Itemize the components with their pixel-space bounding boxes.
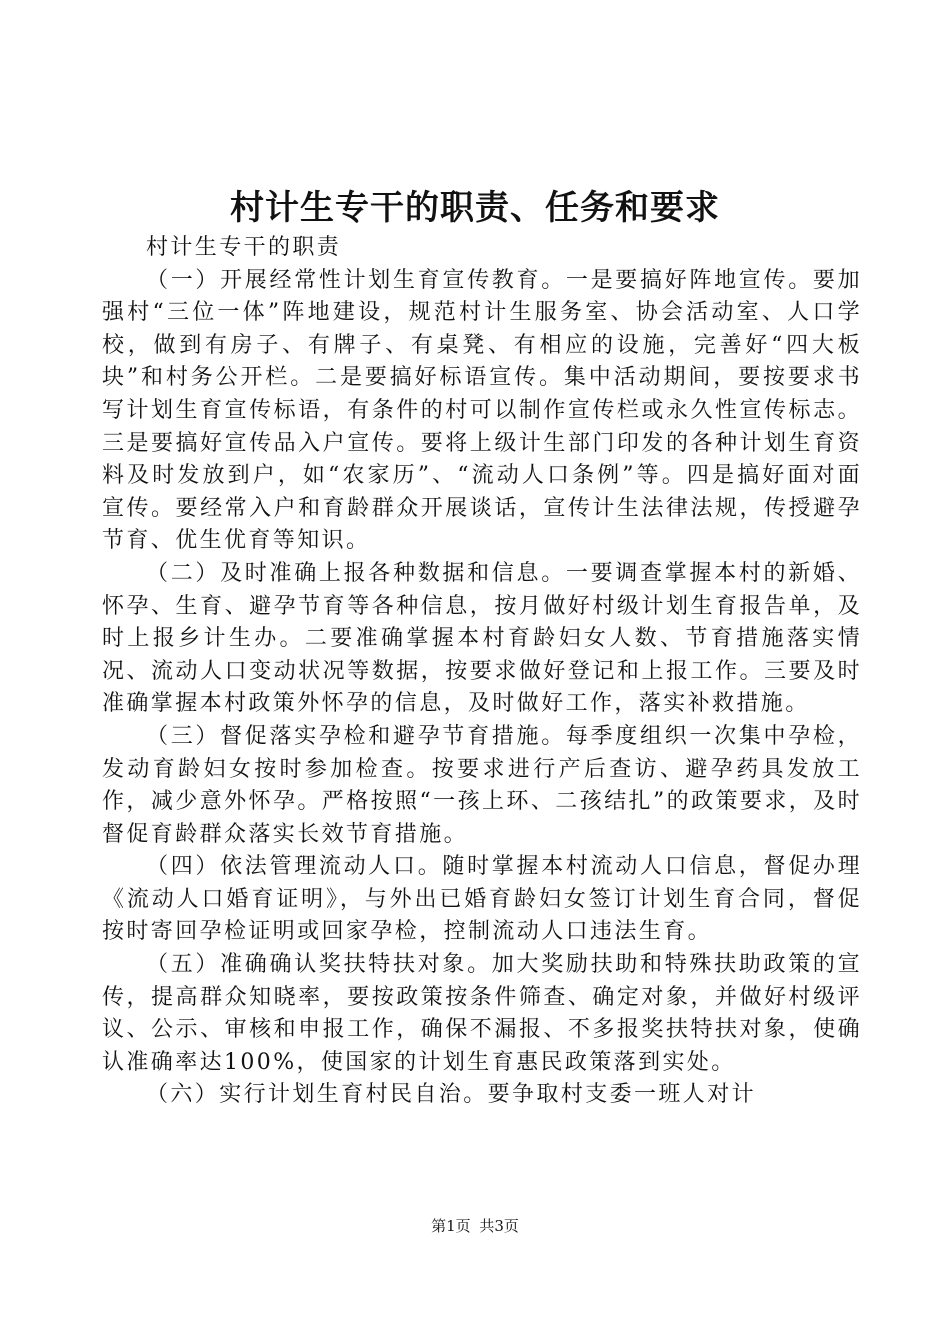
paragraph-3: （三）督促落实孕检和避孕节育措施。每季度组织一次集中孕检，发动育龄妇女按时参加检查。按要求进行产后查访、避孕药具发放工作，减少意外怀孕。严格按照“一孩上环、二孩结扎”的政策要求，及时督促育龄群众落实长效节育措施。 <box>102 723 862 847</box>
paragraph-1: （一）开展经常性计划生育宣传教育。一是要搞好阵地宣传。要加强村“三位一体”阵地建设，规范村计生服务室、协会活动室、人口学校，做到有房子、有牌子、有桌凳、有相应的设施，完善好“四大板块”和村务公开栏。二是要搞好标语宣传。集中活动期间，要按要求书写计划生育宣传标语，有条件的村可以制作宣传栏或永久性宣传标志。三是要搞好宣传品入户宣传。要将上级计生部门印发的各种计划生育资料及时发放到户，如“农家历”、“流动人口条例”等。四是搞好面对面宣传。要经常入户和育龄群众开展谈话，宣传计生法律法规，传授避孕节育、优生优育等知识。 <box>102 267 862 554</box>
paragraph-4: （四）依法管理流动人口。随时掌握本村流动人口信息，督促办理《流动人口婚育证明》，与外出已婚育龄妇女签订计划生育合同，督促按时寄回孕检证明或回家孕检，控制流动人口违法生育。 <box>102 854 862 945</box>
section-subheading: 村计生专干的职责 <box>146 235 342 260</box>
document-title: 村计生专干的职责、任务和要求 <box>230 188 720 228</box>
page-number: 第1页 <box>431 1217 471 1235</box>
page-footer <box>0 1215 950 1237</box>
paragraph-6: （六）实行计划生育村民自治。要争取村支委一班人对计 <box>146 1082 757 1108</box>
paragraph-2: （二）及时准确上报各种数据和信息。一要调查掌握本村的新婚、怀孕、生育、避孕节育等各种信息，按月做好村级计划生育报告单，及时上报乡计生办。二要准确掌握本村育龄妇女人数、节育措施落实情况、流动人口变动状况等数据，按要求做好登记和上报工作。三要及时准确掌握本村政策外怀孕的信息，及时做好工作，落实补救措施。 <box>102 560 862 717</box>
paragraph-5: （五）准确确认奖扶特扶对象。加大奖励扶助和特殊扶助政策的宣传，提高群众知晓率，要按政策按条件筛查、确定对象，并做好村级评议、公示、审核和申报工作，确保不漏报、不多报奖扶特扶对象，使确认准确率达100%，使国家的计划生育惠民政策落到实处。 <box>102 952 862 1075</box>
document-body <box>102 232 862 1112</box>
page-total: 共3页 <box>479 1217 519 1235</box>
